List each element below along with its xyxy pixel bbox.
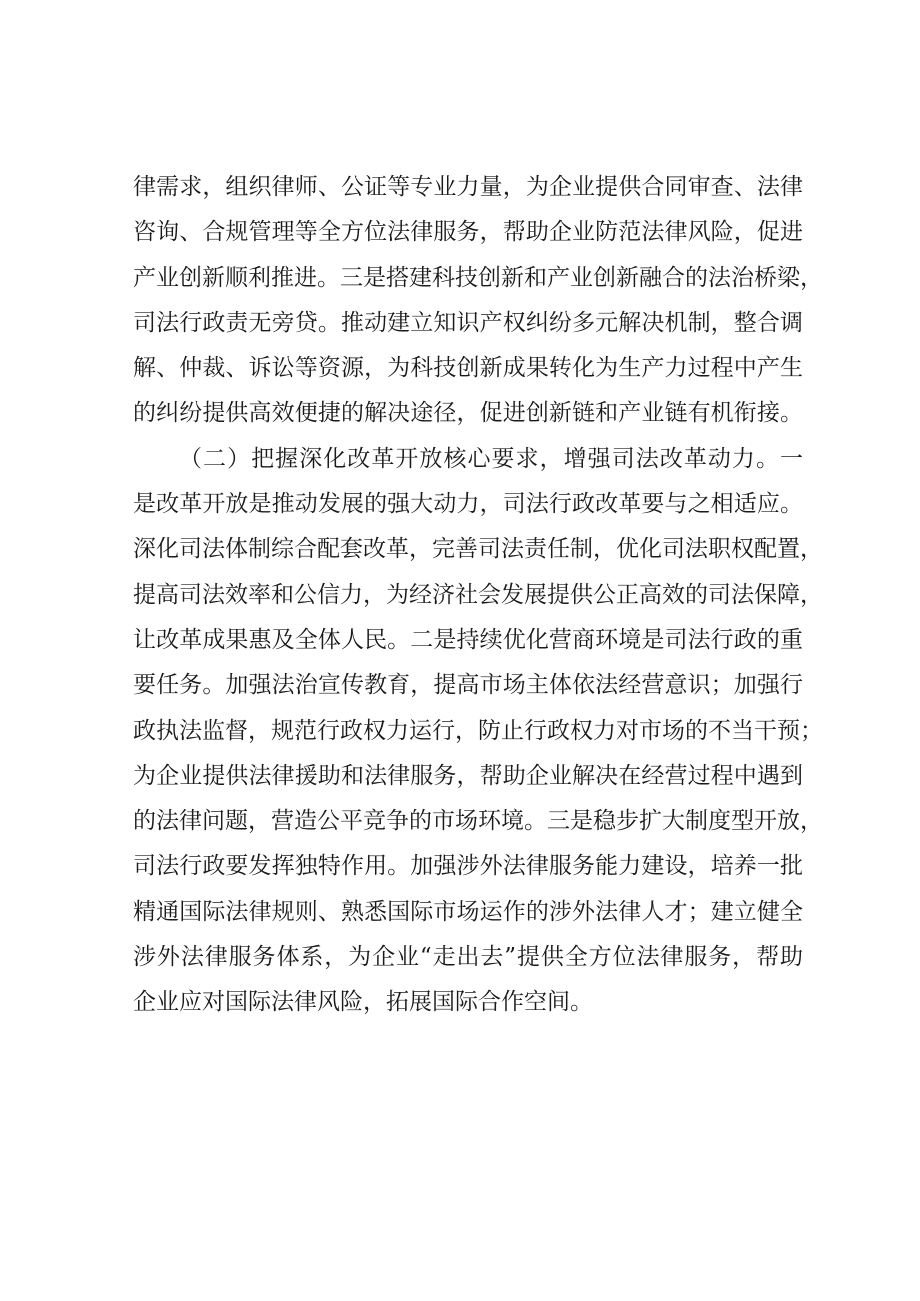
text-line: 的纠纷提供高效便捷的解决途径，促进创新链和产业链有机衔接。 — [133, 400, 803, 427]
text-line: 是改革开放是推动发展的强大动力，司法行政改革要与之相适应。 — [133, 491, 803, 518]
text-line: 解、仲裁、诉讼等资源，为科技创新成果转化为生产力过程中产生 — [133, 355, 803, 382]
text-line: 为企业提供法律援助和法律服务，帮助企业解决在经营过程中遇到 — [133, 762, 803, 789]
text-line: 企业应对国际法律风险，拓展国际合作空间。 — [133, 989, 593, 1016]
text-line: （二）把握深化改革开放核心要求，增强司法改革动力。一 — [179, 445, 803, 472]
text-line: 精通国际法律规则、熟悉国际市场运作的涉外法律人才；建立健全 — [133, 898, 803, 925]
text-line: 涉外法律服务体系，为企业“走出去”提供全方位法律服务，帮助 — [133, 944, 803, 971]
text-line: 司法行政要发挥独特作用。加强涉外法律服务能力建设，培养一批 — [133, 853, 803, 880]
text-line: 深化司法体制综合配套改革，完善司法责任制，优化司法职权配置， — [133, 536, 823, 563]
text-line: 让改革成果惠及全体人民。二是持续优化营商环境是司法行政的重 — [133, 626, 803, 653]
text-line: 政执法监督，规范行政权力运行，防止行政权力对市场的不当干预； — [133, 717, 823, 744]
text-line: 要任务。加强法治宣传教育，提高市场主体依法经营意识；加强行 — [133, 672, 803, 699]
text-line: 提高司法效率和公信力，为经济社会发展提供公正高效的司法保障， — [133, 581, 823, 608]
paragraph-1 — [133, 165, 823, 437]
text-line: 司法行政责无旁贷。推动建立知识产权纠纷多元解决机制，整合调 — [133, 309, 803, 336]
text-line: 咨询、合规管理等全方位法律服务，帮助企业防范法律风险，促进 — [133, 219, 803, 246]
paragraph-2 — [133, 437, 823, 1026]
body-text — [133, 165, 823, 1026]
text-line: 产业创新顺利推进。三是搭建科技创新和产业创新融合的法治桥梁， — [133, 264, 823, 291]
text-line: 律需求，组织律师、公证等专业力量，为企业提供合同审查、法律 — [133, 174, 803, 200]
text-line: 的法律问题，营造公平竞争的市场环境。三是稳步扩大制度型开放， — [133, 808, 823, 835]
